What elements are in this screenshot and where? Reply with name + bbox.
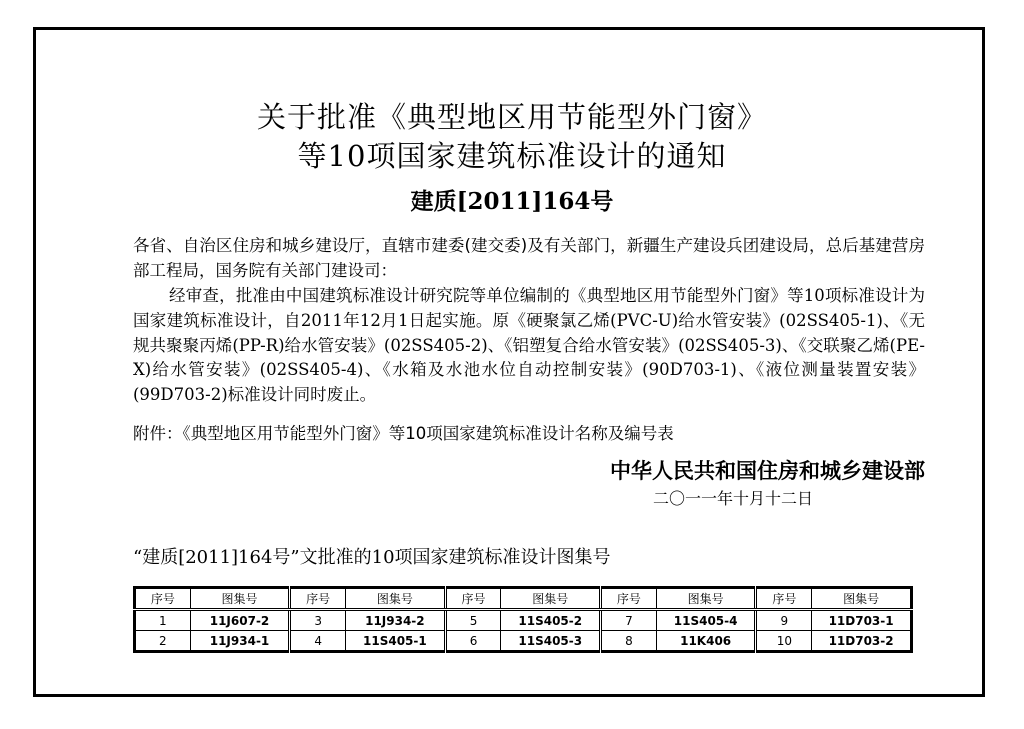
notice-title-line-1: 关于批准《典型地区用节能型外门窗》	[256, 100, 767, 134]
atlas-number-cell: 11D703-2	[812, 631, 912, 652]
serial-cell: 10	[756, 631, 812, 652]
body-paragraph: 经审查，批准由中国建筑标准设计研究院等单位编制的《典型地区用节能型外门窗》等10项标准设计为国家建筑标准设计，自2011年12月1日起实施。原《硬聚氯乙烯(PVC-U)给水管安装》(02SS405-1)、《无规共聚聚丙烯(PP-R)给水管安装》(02SS405-2)、《铝塑复合给水管安装》(02SS405-3)、《交联聚乙烯(PE-X)给水管安装》(02SS405-4)、《水箱及水池水位自动控制安装》(90D703-1)、《液位测量装置安装》(99D703-2)标准设计同时废止。	[133, 286, 925, 405]
notice-title-line-2: 等10项国家建筑标准设计的通知	[297, 139, 727, 173]
table-header-row	[135, 588, 912, 610]
serial-cell: 6	[445, 631, 501, 652]
header-cell: 序号	[445, 588, 501, 610]
table-row	[135, 631, 912, 652]
serial-cell: 5	[445, 610, 501, 631]
atlas-number-table	[133, 586, 913, 653]
header-cell: 图集号	[656, 588, 756, 610]
serial-cell: 3	[290, 610, 346, 631]
atlas-number-cell: 11S405-3	[501, 631, 601, 652]
atlas-number-cell: 11S405-4	[656, 610, 756, 631]
issuing-authority: 中华人民共和国住房和城乡建设部	[610, 459, 925, 483]
attachment-line: 附件：《典型地区用节能型外门窗》等10项国家建筑标准设计名称及编号表	[133, 424, 674, 443]
header-cell: 序号	[601, 588, 657, 610]
addressees-paragraph: 各省、自治区住房和城乡建设厅，直辖市建委(建交委)及有关部门，新疆生产建设兵团建设局，总后基建营房部工程局，国务院有关部门建设司：	[133, 236, 925, 280]
header-cell: 图集号	[190, 588, 290, 610]
atlas-number-cell: 11K406	[656, 631, 756, 652]
serial-cell: 1	[135, 610, 191, 631]
atlas-number-cell: 11S405-2	[501, 610, 601, 631]
document-number: 建质[2011]164号	[410, 188, 614, 215]
serial-cell: 2	[135, 631, 191, 652]
header-cell: 图集号	[346, 588, 446, 610]
header-cell: 序号	[756, 588, 812, 610]
atlas-number-cell: 11J934-2	[346, 610, 446, 631]
serial-cell: 7	[601, 610, 657, 631]
atlas-number-cell: 11D703-1	[812, 610, 912, 631]
table-title: “建质[2011]164号”文批准的10项国家建筑标准设计图集号	[133, 547, 611, 568]
header-cell: 序号	[290, 588, 346, 610]
atlas-number-cell: 11J934-1	[190, 631, 290, 652]
table-row	[135, 610, 912, 631]
atlas-number-cell: 11S405-1	[346, 631, 446, 652]
header-cell: 图集号	[501, 588, 601, 610]
header-cell: 序号	[135, 588, 191, 610]
atlas-number-cell: 11J607-2	[190, 610, 290, 631]
serial-cell: 8	[601, 631, 657, 652]
issue-date: 二〇一一年十月十二日	[652, 489, 813, 508]
serial-cell: 9	[756, 610, 812, 631]
header-cell: 图集号	[812, 588, 912, 610]
serial-cell: 4	[290, 631, 346, 652]
